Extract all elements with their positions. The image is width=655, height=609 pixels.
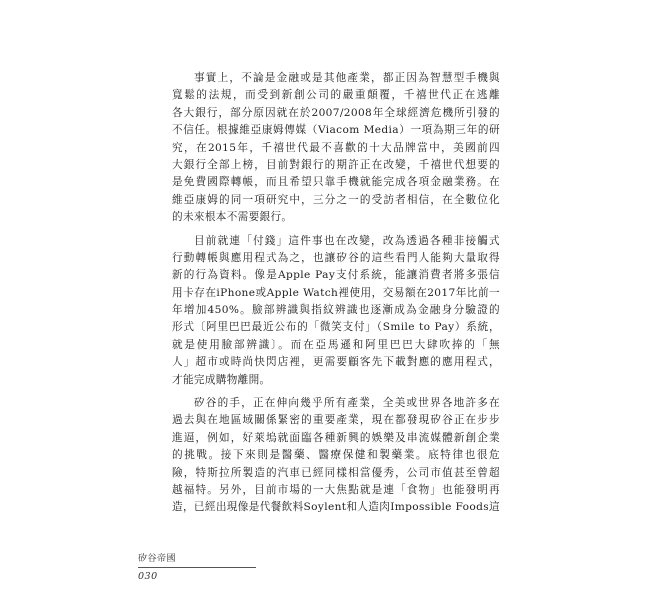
text-line: 進逼，例如，好萊塢就面臨各種新興的娛樂及串流媒體新創企業 bbox=[172, 431, 500, 444]
page-number: 030 bbox=[138, 571, 158, 582]
text-line: 目前就連「付錢」這件事也在改變，改為透過各種非接觸式 bbox=[194, 234, 500, 247]
text-line: 才能完成購物離開。 bbox=[172, 373, 271, 386]
paragraph-1 bbox=[172, 70, 500, 227]
text-line: 究，在2015年，千禧世代最不喜歡的十大品牌當中，美國前四 bbox=[172, 141, 500, 154]
footer-divider bbox=[138, 567, 256, 568]
body-text bbox=[172, 70, 500, 523]
text-line: 用卡存在iPhone或Apple Watch裡使用，交易額在2017年比前一 bbox=[172, 286, 500, 299]
text-line: 不信任。根據維亞康姆傳媒（Viacom Media）一項為期三年的研 bbox=[172, 124, 500, 137]
text-line: 大銀行全部上榜，目前對銀行的期許正在改變，千禧世代想要的 bbox=[172, 158, 500, 171]
text-line: 各大銀行，部分原因就在於2007/2008年全球經濟危機所引發的 bbox=[172, 106, 500, 119]
text-line: 行動轉帳與應用程式為之，也讓矽谷的這些看門人能夠大量取得 bbox=[172, 251, 500, 264]
text-line: 的挑戰。接下來則是醫藥、醫療保健和製藥業。底特律也很危 bbox=[172, 449, 500, 462]
page-footer bbox=[138, 553, 258, 583]
text-line: 年增加450%。臉部辨識與指紋辨識也逐漸成為金融身分驗證的 bbox=[172, 304, 500, 317]
text-line: 事實上，不論是金融或是其他產業，都正因為智慧型手機與 bbox=[194, 72, 500, 84]
text-line: 矽谷的手，正在伸向幾乎所有產業，全美或世界各地許多在 bbox=[194, 397, 500, 410]
text-line: 險，特斯拉所製造的汽車已經同樣相當優秀，公司市值甚至曾超 bbox=[172, 466, 500, 479]
text-line: 形式〔阿里巴巴最近公布的「微笑支付」（Smile to Pay）系統， bbox=[172, 321, 500, 334]
running-title: 矽谷帝國 bbox=[138, 554, 177, 564]
text-line: 越福特。另外，目前市場的一大焦點就是連「食物」也能發明再 bbox=[172, 483, 500, 496]
paragraph-2 bbox=[172, 233, 500, 390]
text-line: 過去與在地區域關係緊密的重要產業，現在都發現矽谷正在步步 bbox=[172, 414, 500, 427]
paragraph-3 bbox=[172, 395, 500, 517]
text-line: 寬鬆的法規，而受到新創公司的嚴重顛覆，千禧世代正在逃離 bbox=[172, 89, 500, 102]
text-line: 人」超市或時尚快閃店裡，更需要顧客先下載對應的應用程式， bbox=[172, 356, 500, 369]
text-line: 的未來根本不需要銀行。 bbox=[172, 211, 293, 224]
text-line: 是免費國際轉帳，而且希望只靠手機就能完成各項金融業務。在 bbox=[172, 176, 500, 189]
text-line: 維亞康姆的同一項研究中，三分之一的受訪者相信，在全數位化 bbox=[172, 193, 500, 206]
text-line: 造，已經出現像是代餐飲料Soylent和人造肉Impossible Foods這 bbox=[172, 501, 500, 514]
text-line: 新的行為資料。像是Apple Pay支付系統，能讓消費者將多張信 bbox=[172, 269, 500, 282]
text-line: 就是使用臉部辨識〕。而在亞馬遜和阿里巴巴大肆吹捧的「無 bbox=[172, 338, 500, 351]
